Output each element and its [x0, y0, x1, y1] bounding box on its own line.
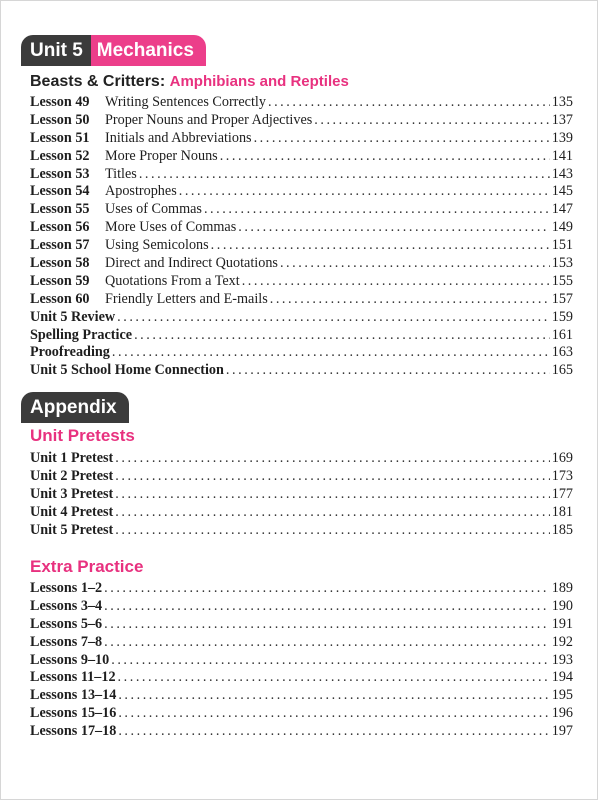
page-number: 163: [551, 344, 573, 361]
toc-row[interactable]: [30, 344, 573, 362]
toc-row[interactable]: [30, 255, 573, 273]
dot-leader: [118, 723, 549, 741]
lesson-number: Lesson 60: [30, 290, 90, 307]
entry-title: Unit 2 Pretest: [30, 467, 114, 484]
page-number: 189: [551, 580, 573, 596]
lesson-title: Apostrophes: [105, 183, 177, 200]
lesson-number: Lesson 50: [30, 111, 90, 128]
page-number: 195: [551, 687, 573, 704]
toc-row[interactable]: [30, 450, 573, 468]
entry-title: Unit 5 School Home Connection: [30, 362, 224, 379]
page-number: 192: [551, 633, 573, 650]
dot-leader: [314, 112, 549, 130]
page-number: 165: [551, 362, 573, 379]
toc-row[interactable]: [30, 522, 573, 540]
theme-name: Amphibians and Reptiles: [169, 73, 349, 90]
practice-heading: Extra Practice: [30, 557, 144, 576]
page-number: 137: [551, 111, 573, 128]
toc-row[interactable]: [30, 94, 573, 112]
entry-title: Lessons 9–10: [30, 651, 110, 668]
page-number: 190: [551, 597, 573, 614]
dot-leader: [238, 219, 549, 237]
dot-leader: [115, 450, 549, 468]
lesson-number: Lesson 59: [30, 272, 90, 289]
page-number: 193: [551, 651, 573, 668]
appendix-label: Appendix: [21, 392, 129, 423]
page-number: 159: [551, 308, 573, 325]
unit-header-tab: [21, 35, 206, 66]
pretest-list: [30, 450, 573, 539]
dot-leader: [204, 201, 550, 219]
dot-leader: [226, 362, 550, 380]
unit-label: Unit 5: [21, 35, 91, 66]
toc-row[interactable]: [30, 652, 573, 670]
lesson-title: Titles: [105, 165, 137, 182]
dot-leader: [139, 166, 550, 184]
appendix-header-tab: [21, 392, 129, 423]
toc-row[interactable]: [30, 705, 573, 723]
dot-leader: [220, 148, 550, 166]
toc-row[interactable]: [30, 723, 573, 741]
lesson-title: More Uses of Commas: [105, 219, 237, 236]
toc-row[interactable]: [30, 669, 573, 687]
lesson-number: Lesson 57: [30, 237, 90, 254]
dot-leader: [118, 687, 549, 705]
page-number: 194: [551, 669, 573, 686]
page-number: 197: [551, 723, 573, 740]
dot-leader: [211, 237, 550, 255]
dot-leader: [115, 468, 549, 486]
toc-row[interactable]: [30, 687, 573, 705]
page-number: 173: [551, 467, 573, 484]
lesson-title: Friendly Letters and E-mails: [105, 290, 268, 307]
dot-leader: [179, 183, 550, 201]
page-number: 145: [551, 183, 573, 200]
dot-leader: [242, 273, 550, 291]
page-number: 153: [551, 255, 573, 272]
entry-title: Lessons 3–4: [30, 597, 103, 614]
toc-row[interactable]: [30, 291, 573, 309]
dot-leader: [117, 309, 550, 327]
extra-practice-list: [30, 580, 573, 741]
page-number: 147: [551, 201, 573, 218]
toc-row[interactable]: [30, 486, 573, 504]
toc-row[interactable]: [30, 201, 573, 219]
lesson-title: More Proper Nouns: [105, 147, 218, 164]
theme-label: Beasts & Critters:: [30, 73, 166, 90]
lesson-number: Lesson 49: [30, 94, 90, 110]
page-number: 139: [551, 129, 573, 146]
lesson-title: Quotations From a Text: [105, 272, 240, 289]
dot-leader: [115, 522, 549, 540]
toc-row[interactable]: [30, 634, 573, 652]
lesson-number: Lesson 52: [30, 147, 90, 164]
dot-leader: [112, 344, 550, 362]
page-number: 135: [551, 94, 573, 110]
entry-title: Unit 5 Review: [30, 308, 116, 325]
toc-row[interactable]: [30, 362, 573, 380]
toc-row[interactable]: [30, 166, 573, 184]
entry-title: Lessons 1–2: [30, 580, 103, 596]
lesson-title: Writing Sentences Correctly: [105, 94, 266, 110]
entry-title: Lessons 7–8: [30, 633, 103, 650]
lesson-title: Proper Nouns and Proper Adjectives: [105, 111, 313, 128]
pretests-heading: Unit Pretests: [30, 426, 135, 445]
dot-leader: [118, 669, 550, 687]
page-number: 141: [551, 147, 573, 164]
entry-title: Lessons 15–16: [30, 705, 117, 722]
toc-row[interactable]: [30, 219, 573, 237]
dot-leader: [115, 504, 549, 522]
page-number: 181: [551, 503, 573, 520]
toc-row[interactable]: [30, 580, 573, 598]
dot-leader: [104, 616, 550, 634]
unit-name: Mechanics: [91, 35, 206, 66]
toc-row[interactable]: [30, 616, 573, 634]
page-number: 169: [551, 450, 573, 466]
dot-leader: [280, 255, 550, 273]
entry-title: Unit 4 Pretest: [30, 503, 114, 520]
page-number: 143: [551, 165, 573, 182]
lesson-number: Lesson 58: [30, 255, 90, 272]
page-number: 157: [551, 290, 573, 307]
dot-leader: [134, 327, 550, 345]
dot-leader: [254, 130, 550, 148]
lesson-title: Direct and Indirect Quotations: [105, 255, 278, 272]
entry-title: Lessons 11–12: [30, 669, 116, 686]
lesson-number: Lesson 53: [30, 165, 90, 182]
dot-leader: [118, 705, 549, 723]
dot-leader: [104, 580, 550, 598]
entry-title: Lessons 13–14: [30, 687, 117, 704]
unit5-lesson-list: [30, 94, 573, 380]
entry-title: Unit 3 Pretest: [30, 485, 114, 502]
toc-row[interactable]: [30, 237, 573, 255]
dot-leader: [268, 94, 550, 112]
entry-title: Spelling Practice: [30, 326, 133, 343]
toc-row[interactable]: [30, 309, 573, 327]
dot-leader: [111, 652, 549, 670]
page-number: 161: [551, 326, 573, 343]
toc-row[interactable]: [30, 504, 573, 522]
page-number: 149: [551, 219, 573, 236]
entry-title: Proofreading: [30, 344, 110, 361]
toc-row[interactable]: [30, 112, 573, 130]
toc-row[interactable]: [30, 273, 573, 291]
lesson-title: Using Semicolons: [105, 237, 209, 254]
page-number: 191: [551, 615, 573, 632]
dot-leader: [270, 291, 550, 309]
page-number: 185: [551, 521, 573, 538]
dot-leader: [115, 486, 549, 504]
toc-row[interactable]: [30, 327, 573, 345]
dot-leader: [104, 634, 550, 652]
toc-row[interactable]: [30, 598, 573, 616]
lesson-number: Lesson 54: [30, 183, 90, 200]
toc-row[interactable]: [30, 130, 573, 148]
unit-theme: [30, 73, 349, 91]
lesson-number: Lesson 56: [30, 219, 90, 236]
dot-leader: [104, 598, 550, 616]
toc-row[interactable]: [30, 468, 573, 486]
toc-row[interactable]: [30, 148, 573, 166]
entry-title: Unit 1 Pretest: [30, 450, 114, 466]
entry-title: Unit 5 Pretest: [30, 521, 114, 538]
toc-row[interactable]: [30, 183, 573, 201]
page-number: 155: [551, 272, 573, 289]
lesson-number: Lesson 55: [30, 201, 90, 218]
entry-title: Lessons 5–6: [30, 615, 103, 632]
page-number: 151: [551, 237, 573, 254]
lesson-title: Uses of Commas: [105, 201, 202, 218]
page-number: 196: [551, 705, 573, 722]
lesson-number: Lesson 51: [30, 129, 90, 146]
entry-title: Lessons 17–18: [30, 723, 117, 740]
lesson-title: Initials and Abbreviations: [105, 129, 252, 146]
page-number: 177: [551, 485, 573, 502]
